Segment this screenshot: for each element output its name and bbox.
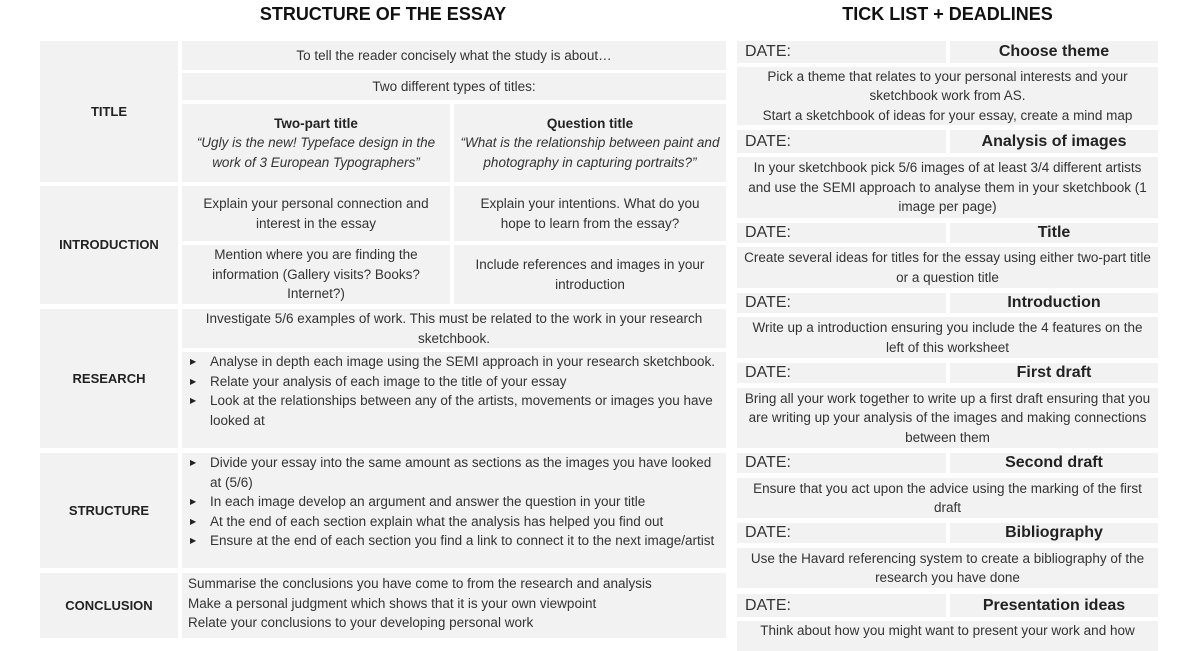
task-description [737, 157, 1158, 218]
introduction-label: INTRODUCTION [40, 186, 178, 304]
question-title-example: “What is the relationship between paint and photography in capturing portraits?” [460, 135, 720, 170]
research-bullet: ▶ Look at the relationships between any of the artists, movements or images you have looked at [210, 391, 720, 430]
task-title: First draft [950, 363, 1158, 383]
task-description-text: Use the Havard referencing system to create a bibliography of the research you have done [750, 550, 1145, 585]
ticklist-heading: TICK LIST + DEADLINES [842, 4, 1053, 24]
title-types: Two different types of titles: [182, 73, 726, 100]
research-intro: Investigate 5/6 examples of work. This must be related to the work in your research sketchbook. [182, 309, 726, 348]
structure-bullet: ▶ Divide your essay into the same amount as sections as the images you have looked at (5/6) [210, 453, 720, 492]
intro-cell: Explain your intentions. What do you hope to learn from the essay? [454, 186, 726, 241]
task-description [737, 388, 1158, 448]
structure-bullet: ▶ At the end of each section explain what the analysis has helped you find out [210, 512, 720, 532]
date-field[interactable]: DATE: [737, 130, 946, 153]
intro-cell: Include references and images in your introduction [454, 245, 726, 304]
task-description-text: Ensure that you act upon the advice using the marking of the first draft [753, 480, 1142, 515]
task-description [737, 247, 1158, 288]
date-field[interactable]: DATE: [737, 594, 946, 617]
task-description [737, 548, 1158, 588]
task-description-text: Bring all your work together to write up a first draft ensuring that you are writing up your analysis of the images and making connections between them [744, 390, 1151, 445]
conclusion-label: CONCLUSION [40, 573, 178, 638]
question-title-heading: Question title [546, 115, 634, 131]
task-title: Bibliography [950, 523, 1158, 543]
title-label: TITLE [40, 41, 178, 182]
task-title: Analysis of images [950, 130, 1158, 153]
task-description [737, 478, 1158, 518]
task-description [737, 67, 1158, 125]
two-part-title-example: “Ugly is the new! Typeface design in the work of 3 European Typographers” [196, 135, 436, 170]
structure-bullet: ▶ Ensure at the end of each section you find a link to connect it to the next image/artist [210, 531, 720, 551]
task-description-text: Create several ideas for titles for the essay using either two-part title or a question title [744, 250, 1151, 285]
date-field[interactable]: DATE: [737, 363, 946, 383]
structure-label: STRUCTURE [40, 453, 178, 568]
question-title-cell [454, 104, 726, 182]
task-title: Choose theme [950, 41, 1158, 63]
task-description [737, 621, 1158, 651]
task-title: Title [950, 223, 1158, 243]
date-field[interactable]: DATE: [737, 223, 946, 243]
date-field[interactable]: DATE: [737, 41, 946, 63]
two-part-title-cell [182, 104, 450, 182]
date-field[interactable]: DATE: [737, 453, 946, 473]
task-description-text: Write up a introduction ensuring you include the 4 features on the left of this worksheet [752, 320, 1143, 355]
task-description-text: Pick a theme that relates to your personal interests and your sketchbook work from AS. [767, 68, 1128, 104]
task-description-text: In your sketchbook pick 5/6 images of at least 3/4 different artists and use the SEMI approach to analyse them in your sketchbook (1 image per page) [748, 160, 1147, 215]
task-description [737, 317, 1158, 358]
conclusion-line: Make a personal judgment which shows that it is your own viewpoint [188, 595, 597, 611]
conclusion-line: Relate your conclusions to your developing personal work [188, 615, 534, 630]
date-field[interactable]: DATE: [737, 293, 946, 313]
conclusion-lines [182, 573, 726, 638]
task-title: Presentation ideas [950, 594, 1158, 617]
structure-heading: STRUCTURE OF THE ESSAY [259, 4, 507, 24]
date-field[interactable]: DATE: [737, 523, 946, 543]
task-title: Second draft [950, 453, 1158, 473]
structure-bullet: ▶ In each image develop an argument and answer the question in your title [210, 492, 720, 512]
research-label: RESEARCH [40, 309, 178, 448]
structure-bullets [182, 453, 726, 568]
task-description-text: Start a sketchbook of ideas for your essay, create a mind map [762, 107, 1133, 123]
task-title: Introduction [950, 293, 1158, 313]
research-bullet: ▶ Analyse in depth each image using the SEMI approach in your research sketchbook. [210, 352, 720, 372]
conclusion-line: Summarise the conclusions you have come to from the research and analysis [188, 576, 652, 591]
two-part-title-heading: Two-part title [274, 115, 358, 131]
research-bullet: ▶ Relate your analysis of each image to the title of your essay [210, 372, 720, 392]
title-purpose: To tell the reader concisely what the study is about… [182, 41, 726, 70]
intro-cell: Mention where you are finding the information (Gallery visits? Books? Internet?) [182, 245, 450, 304]
intro-cell: Explain your personal connection and interest in the essay [182, 186, 450, 241]
task-description-text: Think about how you might want to present your work and how [760, 623, 1135, 638]
research-bullets [182, 352, 726, 448]
